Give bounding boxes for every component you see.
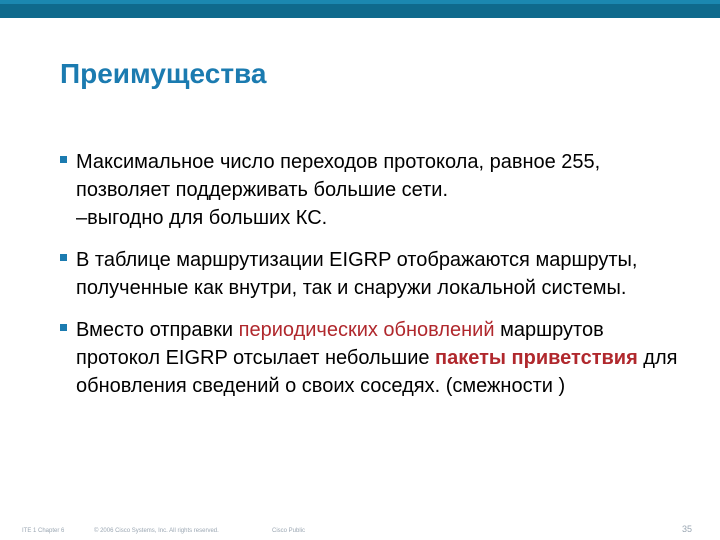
bullet-list [58,148,678,414]
square-bullet-icon [60,254,67,261]
bullet-text: Максимальное число переходов протокола, равное 255, позволяет поддерживать большие сети. [76,151,601,201]
bullet-text-before: Вместо отправки [76,319,239,341]
footer-course: ITE 1 Chapter 6 [22,528,65,534]
bullet-text-after: для обновления сведений о своих соседях. (смежности ) [76,347,678,397]
square-bullet-icon [60,324,67,331]
bullet-text-middle: маршрутов протокол EIGRP отсылает небольшие [76,319,604,369]
highlight-periodic-updates: периодических обновлений [238,319,495,341]
top-banner-stripe [0,0,720,4]
page-number: 35 [682,524,693,534]
bullet-text: В таблице маршрутизации EIGRP отображаются маршруты, полученные как внутри, так и снаружи локальной системы. [76,249,638,299]
footer-classification: Cisco Public [272,528,306,534]
square-bullet-icon [60,156,67,163]
footer [0,522,720,540]
highlight-hello-packets: пакеты приветствия [435,347,638,369]
bullet-text-continuation: –выгодно для больших КС. [76,207,328,229]
top-banner [0,0,720,18]
bullet-item-routing-table [58,246,678,302]
slide-title: Преимущества [60,58,267,89]
bullet-item-hello-packets [58,316,678,400]
footer-copyright: © 2006 Cisco Systems, Inc. All rights reserved. [94,528,219,534]
bullet-item-max-hops [58,148,678,232]
